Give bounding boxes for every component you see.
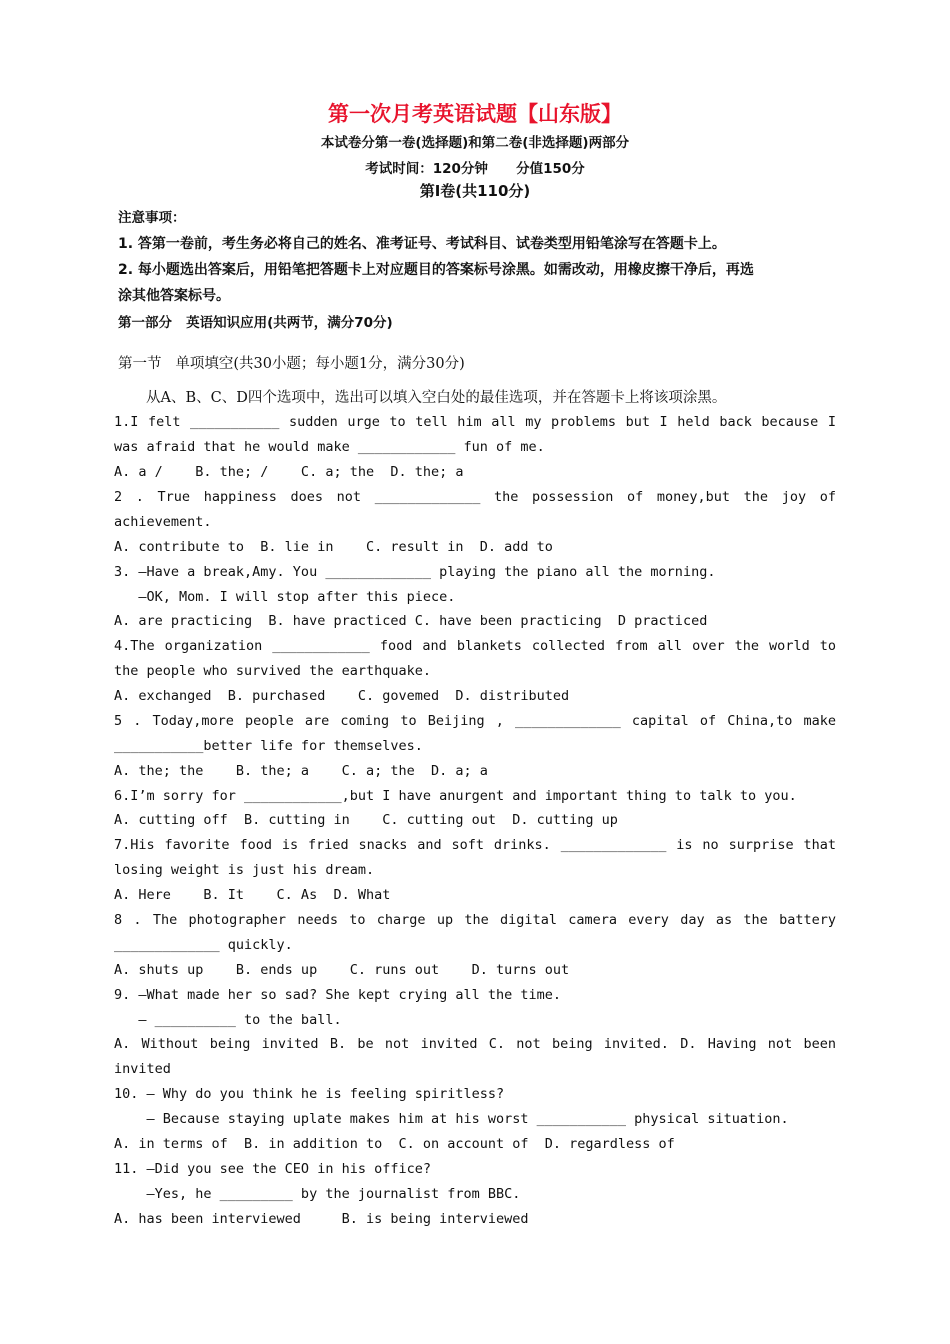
exam-time-score: 考试时间：120分钟 分值150分	[365, 161, 585, 177]
answer-options: A. contribute to B. lie in C. result in D. add to	[114, 539, 553, 555]
notes-title: 注意事项：	[118, 210, 186, 226]
question-line: the people who survived the earthquake.	[114, 663, 431, 679]
part-one-heading: 第一部分 英语知识应用(共两节，满分70分)	[118, 315, 393, 331]
question-line: 3. —Have a break,Amy. You _____________ playing the piano all the morning.	[114, 564, 716, 580]
question-line: 5 . Today,more people are coming to Beijing , _____________ capital of China,to make	[114, 713, 836, 729]
answer-options: A. exchanged B. purchased C. govemed D. distributed	[114, 688, 570, 704]
question-line: 11. —Did you see the CEO in his office?	[114, 1161, 431, 1177]
question-line: losing weight is just his dream.	[114, 862, 375, 878]
answer-options: A. in terms of B. in addition to C. on account of D. regardless of	[114, 1136, 675, 1152]
question-line: 6.I’m sorry for ____________,but I have anurgent and important thing to talk to you.	[114, 788, 797, 804]
volume-one-heading: 第Ⅰ卷(共110分)	[419, 182, 531, 200]
question-line: 1.I felt ___________ sudden urge to tell him all my problems but I held back because I	[114, 414, 836, 430]
question-line: 4.The organization ____________ food and blankets collected from all over the world to	[114, 638, 836, 654]
note-item: 2. 每小题选出答案后，用铅笔把答题卡上对应题目的答案标号涂黑。如需改动，用橡皮擦干净后，再选	[118, 262, 754, 278]
question-line: was afraid that he would make ____________ fun of me.	[114, 439, 545, 455]
question-line: 8 . The photographer needs to charge up the digital camera every day as the battery	[114, 912, 836, 928]
note-item: 涂其他答案标号。	[118, 288, 230, 304]
question-line: 9. —What made her so sad? She kept crying all the time.	[114, 987, 562, 1003]
question-line: — __________ to the ball.	[114, 1012, 342, 1028]
answer-options: A. cutting off B. cutting in C. cutting out D. cutting up	[114, 812, 618, 828]
question-line: _____________ quickly.	[114, 937, 293, 953]
answer-options: A. a / B. the; / C. a; the D. the; a	[114, 464, 464, 480]
note-item: 1. 答第一卷前，考生务必将自己的姓名、准考证号、考试科目、试卷类型用铅笔涂写在答题卡上。	[118, 236, 726, 252]
question-line: —OK, Mom. I will stop after this piece.	[114, 589, 456, 605]
answer-options: A. shuts up B. ends up C. runs out D. turns out	[114, 962, 570, 978]
answer-options: A. has been interviewed B. is being interviewed	[114, 1211, 529, 1227]
answer-options: invited	[114, 1061, 171, 1077]
question-line: —Yes, he _________ by the journalist from BBC.	[114, 1186, 521, 1202]
answer-options: A. are practicing B. have practiced C. have been practicing D practiced	[114, 613, 708, 629]
section-one-heading: 第一节 单项填空(共30小题；每小题1分，满分30分)	[118, 356, 465, 372]
answer-options: A. the; the B. the; a C. a; the D. a; a	[114, 763, 488, 779]
question-line: achievement.	[114, 514, 212, 530]
exam-title: 第一次月考英语试题【山东版】	[328, 102, 622, 126]
question-line: 10. — Why do you think he is feeling spiritless?	[114, 1086, 505, 1102]
answer-options: A. Here B. It C. As D. What	[114, 887, 391, 903]
question-line: ___________better life for themselves.	[114, 738, 423, 754]
question-line: 2 . True happiness does not _____________ the possession of money,but the joy of	[114, 489, 836, 505]
section-one-instruction: 从A、B、C、D四个选项中，选出可以填入空白处的最佳选项，并在答题卡上将该项涂黑。	[146, 390, 727, 406]
answer-options: A. Without being invited B. be not invited C. not being invited. D. Having not been	[114, 1036, 836, 1052]
question-line: 7.His favorite food is fried snacks and soft drinks. _____________ is no surprise that	[114, 837, 836, 853]
exam-structure: 本试卷分第一卷(选择题)和第二卷(非选择题)两部分	[320, 135, 630, 151]
question-line: — Because staying uplate makes him at his worst ___________ physical situation.	[114, 1111, 789, 1127]
